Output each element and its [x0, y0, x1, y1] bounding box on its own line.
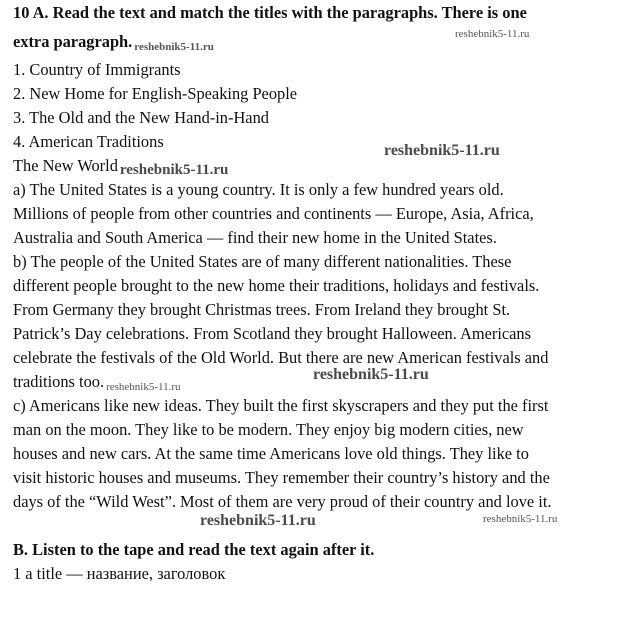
paragraph-c-line-5: days of the “Wild West”. Most of them are very proud of their country and love it.	[13, 492, 552, 511]
paragraph-b-line-3: From Germany they brought Christmas trees. From Ireland they brought St.	[13, 300, 511, 319]
title-option-4: 4. American Traditions	[13, 132, 164, 151]
watermark-text: reshebnik5-11.ru	[483, 513, 558, 525]
text-title: The New World	[13, 156, 118, 175]
vocabulary-note: 1 a title — название, заголовок	[13, 564, 226, 583]
paragraph-c-line-1: c) Americans like new ideas. They built the first skyscrapers and they put the first	[13, 396, 549, 415]
watermark-text: reshebnik5-11.ru	[455, 28, 530, 40]
paragraph-c-line-4: visit historic houses and museums. They remember their country’s history and the	[13, 468, 550, 487]
watermark-text: reshebnik5-11.ru	[200, 512, 316, 529]
exercise-heading-text: extra paragraph.	[13, 32, 133, 51]
title-option-3: 3. The Old and the New Hand-in-Hand	[13, 108, 269, 127]
title-option-1: 1. Country of Immigrants	[13, 60, 181, 79]
watermark-text: reshebnik5-11.ru	[134, 41, 214, 53]
exercise-heading-line-1: 10 A. Read the text and match the titles with the paragraphs. There is one	[13, 3, 527, 22]
part-b-heading: B. Listen to the tape and read the text again after it.	[13, 540, 375, 559]
paragraph-c-line-2: man on the moon. They like to be modern. They enjoy big modern cities, new	[13, 420, 524, 439]
watermark-text: reshebnik5-11.ru	[384, 142, 500, 159]
watermark-text: reshebnik5-11.ru	[119, 162, 229, 178]
paragraph-c-line-3: houses and new cars. At the same time Americans love old things. They like to	[13, 444, 529, 463]
watermark-text: reshebnik5-11.ru	[106, 381, 181, 393]
text-title-line	[13, 156, 621, 177]
paragraph-b-last-text: traditions too.	[13, 372, 105, 391]
paragraph-a-line-3: Australia and South America — find their new home in the United States.	[13, 228, 497, 247]
paragraph-b-line-1: b) The people of the United States are of many different nationalities. These	[13, 252, 512, 271]
paragraph-a-line-2: Millions of people from other countries and continents — Europe, Asia, Africa,	[13, 204, 534, 223]
paragraph-b-line-4: Patrick’s Day celebrations. From Scotland they brought Halloween. Americans	[13, 324, 532, 343]
watermark-text: reshebnik5-11.ru	[313, 366, 429, 383]
exercise-heading-line-2	[13, 32, 621, 54]
paragraph-b-line-5: celebrate the festivals of the Old World. But there are new American festivals and	[13, 348, 549, 367]
paragraph-a-line-1: a) The United States is a young country. It is only a few hundred years old.	[13, 180, 504, 199]
paragraph-b-line-2: different people brought to the new home their traditions, holidays and festivals.	[13, 276, 540, 295]
title-option-2: 2. New Home for English-Speaking People	[13, 84, 298, 103]
